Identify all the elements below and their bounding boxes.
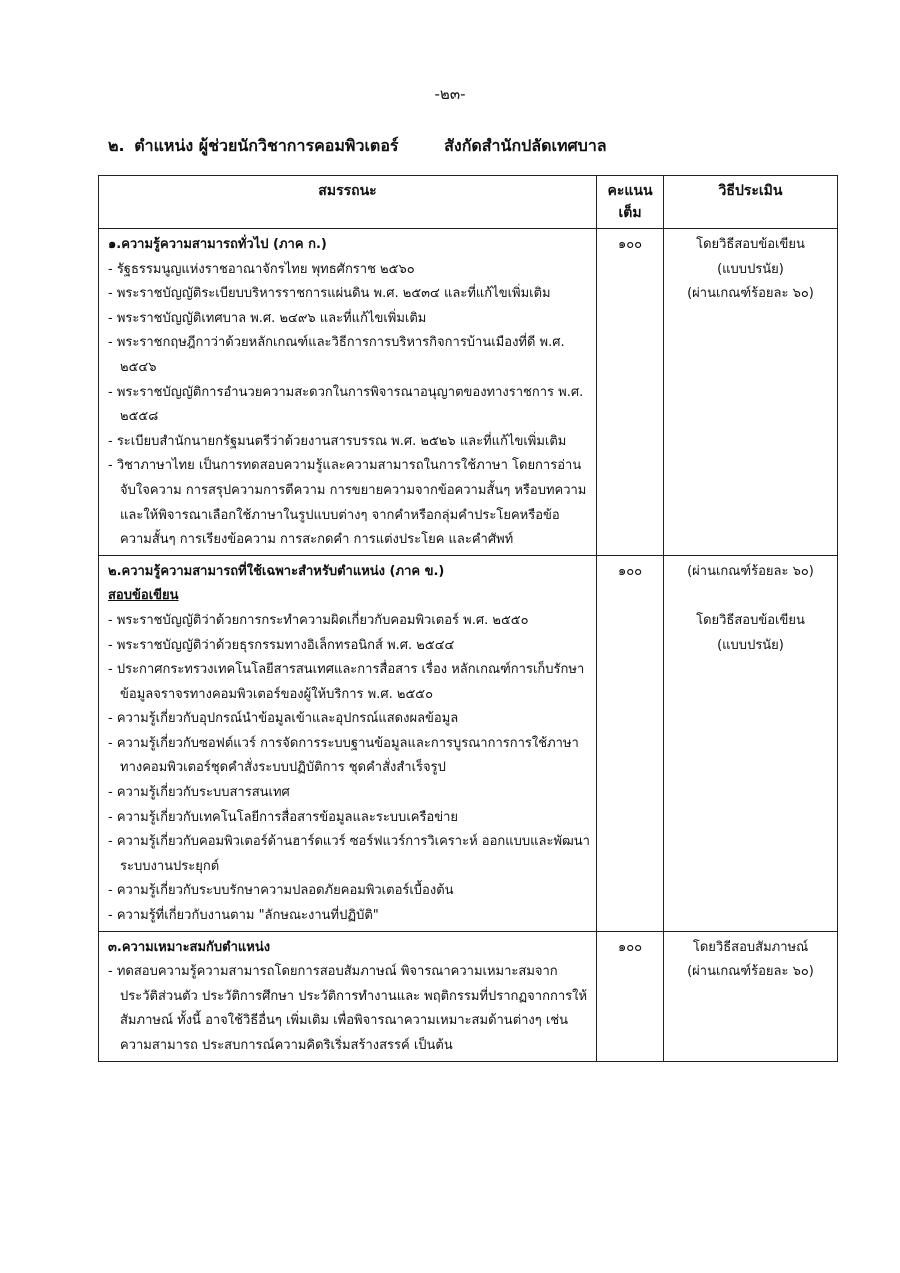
list-item: - ทดสอบความรู้ความสามารถโดยการสอบสัมภาษณ์ พิจารณาความเหมาะสมจากประวัติส่วนตัว ประวัติการศึกษา ประวัติการทำงานและ พฤติกรรมที่ปรากฏจากการให้สัมภาษณ์ ทั้งนี้ อาจใช้วิธีอื่นๆ เพิ่มเติม เพื่อพิจารณาความเหมาะสมด้านต่างๆ เช่น ความสามารถ ประสบการณ์ความคิดริเริ่มสร้างสรรค์ เป็นต้น <box>108 960 590 1058</box>
header-full-score: คะแนนเต็ม <box>597 176 664 229</box>
full-score-cell: ๑๐๐ <box>597 931 664 1061</box>
section-subtitle: สอบข้อเขียน <box>108 588 179 604</box>
method-line: โดยวิธีสอบสัมภาษณ์ <box>692 939 809 955</box>
method-line: (ผ่านเกณฑ์ร้อยละ ๖๐) <box>687 563 814 579</box>
heading-position: ตำแหน่ง ผู้ช่วยนักวิชาการคอมพิวเตอร์ <box>134 136 399 155</box>
list-item: - พระราชบัญญัติเทศบาล พ.ศ. ๒๔๙๖ และที่แก้ไขเพิ่มเติม <box>108 307 590 332</box>
competency-cell <box>99 931 597 1061</box>
list-item: - ความรู้เกี่ยวกับระบบรักษาความปลอดภัยคอมพิวเตอร์เบื้องต้น <box>108 879 590 904</box>
list-item: - ความรู้เกี่ยวกับระบบสารสนเทศ <box>108 781 590 806</box>
heading-department: สังกัดสำนักปลัดเทศบาล <box>444 136 607 155</box>
list-item: - รัฐธรรมนูญแห่งราชอาณาจักรไทย พุทธศักราช ๒๕๖๐ <box>108 258 590 283</box>
list-item: - วิชาภาษาไทย เป็นการทดสอบความรู้และความสามารถในการใช้ภาษา โดยการอ่านจับใจความ การสรุปความการตีความ การขยายความจากข้อความสั้นๆ หรือบทความ และให้พิจารณาเลือกใช้ภาษาในรูปแบบต่างๆ จากคำหรือกลุ่มคำประโยคหรือข้อความสั้นๆ การเรียงข้อความ การสะกดคำ การแต่งประโยค และคำศัพท์ <box>108 454 590 552</box>
method-line: (ผ่านเกณฑ์ร้อยละ ๖๐) <box>687 286 814 302</box>
list-item: - ระเบียบสำนักนายกรัฐมนตรีว่าด้วยงานสารบรรณ พ.ศ. ๒๕๒๖ และที่แก้ไขเพิ่มเติม <box>108 430 590 455</box>
method-spacer <box>665 584 836 609</box>
method-line: โดยวิธีสอบข้อเขียน <box>696 237 805 252</box>
position-heading <box>108 134 607 159</box>
section-title: ๑.ความรู้ความสามารถทั่วไป (ภาค ก.) <box>108 237 327 252</box>
full-score-cell: ๑๐๐ <box>597 555 664 931</box>
table-row <box>99 555 838 931</box>
list-item: - ประกาศกระทรวงเทคโนโลยีสารสนเทศและการสื่อสาร เรื่อง หลักเกณฑ์การเก็บรักษาข้อมูลจราจรทางคอมพิวเตอร์ของผู้ให้บริการ พ.ศ. ๒๕๕๐ <box>108 658 590 707</box>
list-item: - พระราชบัญญัติว่าด้วยการกระทำความผิดเกี่ยวกับคอมพิวเตอร์ พ.ศ. ๒๕๕๐ <box>108 609 590 634</box>
page-number: -๒๓- <box>434 85 466 103</box>
list-item: - ความรู้เกี่ยวกับเทคโนโลยีการสื่อสารข้อมูลและระบบเครือข่าย <box>108 806 590 831</box>
method-line: (แบบปรนัย) <box>717 261 784 277</box>
list-item: - พระราชบัญญัติระเบียบบริหารราชการแผ่นดิน พ.ศ. ๒๕๓๔ และที่แก้ไขเพิ่มเติม <box>108 282 590 307</box>
method-line: โดยวิธีสอบข้อเขียน <box>696 612 805 628</box>
list-item: - พระราชกฤษฎีกาว่าด้วยหลักเกณฑ์และวิธีการการบริหารกิจการบ้านเมืองที่ดี พ.ศ. ๒๕๔๖ <box>108 331 590 380</box>
list-item: - ความรู้เกี่ยวกับซอฟต์แวร์ การจัดการระบบฐานข้อมูลและการบูรณาการการใช้ภาษาทางคอมพิวเตอร์ชุดคำสั่งระบบปฏิบัติการ ชุดคำสั่งสำเร็จรูป <box>108 732 590 781</box>
section-title: ๒.ความรู้ความสามารถที่ใช้เฉพาะสำหรับตำแหน่ง (ภาค ข.) <box>108 563 445 579</box>
table-row <box>99 229 838 556</box>
full-score-cell: ๑๐๐ <box>597 229 664 556</box>
method-cell <box>664 931 838 1061</box>
competency-cell <box>99 555 597 931</box>
method-line: (แบบปรนัย) <box>717 637 784 653</box>
header-method: วิธีประเมิน <box>664 176 838 229</box>
table-row <box>99 931 838 1061</box>
heading-number: ๒. <box>108 136 125 155</box>
header-competency: สมรรถนะ <box>99 176 597 229</box>
competency-table <box>98 175 838 1062</box>
list-item: - พระราชบัญญัติการอำนวยความสะดวกในการพิจารณาอนุญาตของทางราชการ พ.ศ. ๒๕๕๘ <box>108 381 590 430</box>
method-cell <box>664 555 838 931</box>
competency-cell <box>99 229 597 556</box>
table-header-row <box>99 176 838 229</box>
method-cell <box>664 229 838 556</box>
list-item: - พระราชบัญญัติว่าด้วยธุรกรรมทางอิเล็กทรอนิกส์ พ.ศ. ๒๕๔๔ <box>108 634 590 659</box>
section-title: ๓.ความเหมาะสมกับตำแหน่ง <box>108 939 271 955</box>
list-item: - ความรู้ที่เกี่ยวกับงานตาม "ลักษณะงานที่ปฏิบัติ" <box>108 904 590 929</box>
method-line: (ผ่านเกณฑ์ร้อยละ ๖๐) <box>687 964 814 980</box>
list-item: - ความรู้เกี่ยวกับอุปกรณ์นำข้อมูลเข้าและอุปกรณ์แสดงผลข้อมูล <box>108 707 590 732</box>
list-item: - ความรู้เกี่ยวกับคอมพิวเตอร์ด้านฮาร์ดแวร์ ซอร์ฟแวร์การวิเคราะห์ ออกแบบและพัฒนาระบบงานประยุกต์ <box>108 830 590 879</box>
